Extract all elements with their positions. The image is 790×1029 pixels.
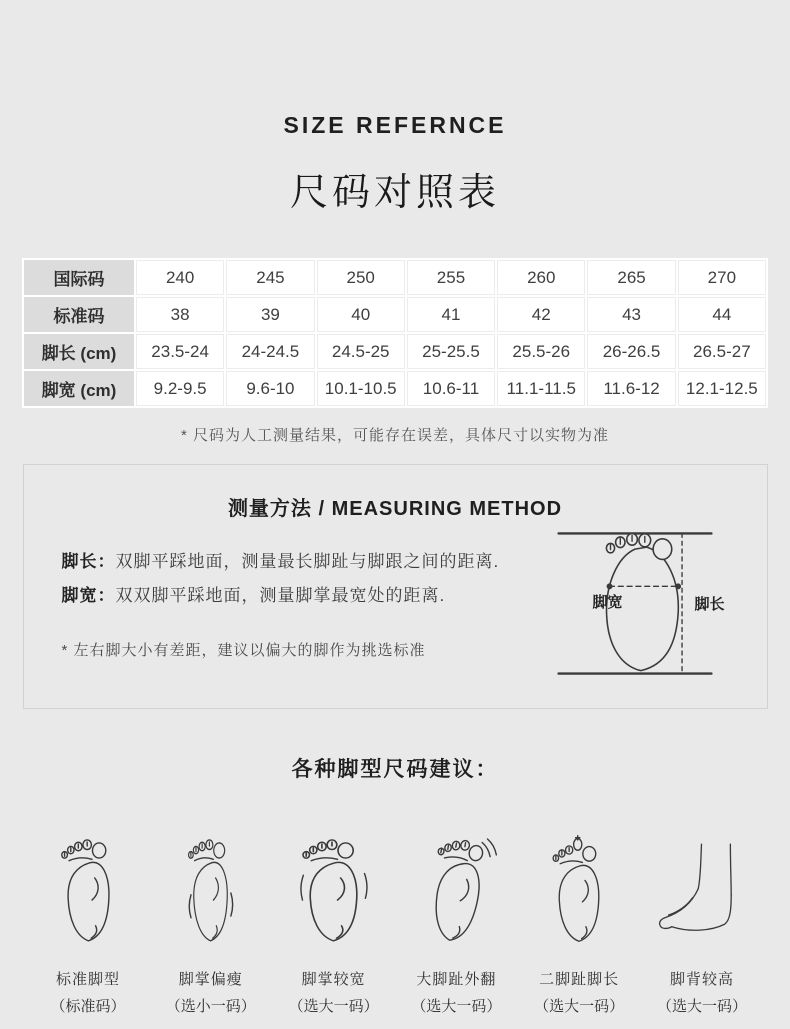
size-table-cell: 24.5-25 — [317, 334, 405, 369]
measuring-instruction-label: 脚长： — [61, 552, 116, 571]
size-table-cell: 245 — [226, 260, 314, 295]
foot-type-item — [398, 829, 514, 1016]
size-table-cell: 42 — [497, 297, 585, 332]
foot-narrow-icon — [153, 829, 269, 955]
foot-type-name: 脚掌较宽 — [301, 971, 366, 988]
measuring-instruction-text: 双脚平踩地面，测量最长脚趾与脚跟之间的距离. — [115, 552, 500, 571]
foot-measure-diagram — [537, 525, 733, 683]
size-table-row — [24, 260, 766, 295]
size-table-cell: 44 — [678, 297, 766, 332]
size-table-cell: 41 — [407, 297, 495, 332]
diagram-length-label: 脚长 — [694, 596, 725, 613]
foot-type-item — [30, 829, 146, 1016]
size-table-cell: 240 — [136, 260, 224, 295]
size-table-cell: 265 — [587, 260, 675, 295]
size-table-cell: 38 — [136, 297, 224, 332]
measuring-instruction-label: 脚宽： — [61, 586, 116, 605]
size-table-cell: 26-26.5 — [587, 334, 675, 369]
foot-type-advice: （选大一码） — [411, 998, 502, 1015]
size-table-cell: 11.6-12 — [587, 371, 675, 406]
size-table-cell: 26.5-27 — [678, 334, 766, 369]
size-table-cell: 25-25.5 — [407, 334, 495, 369]
foot-types-title: 各种脚型尺码建议： — [291, 758, 499, 781]
size-table-row — [24, 297, 766, 332]
size-table-cell: 24-24.5 — [226, 334, 314, 369]
size-table-row-label: 脚长 (cm) — [24, 334, 134, 369]
size-table-row-label: 标准码 — [24, 297, 134, 332]
page-title-en: SIZE REFERNCE — [283, 112, 507, 138]
page-title-zh: 尺码对照表 — [289, 172, 500, 214]
foot-wide-icon — [276, 829, 392, 955]
foot-high-instep-icon — [644, 829, 760, 955]
foot-type-item — [276, 829, 392, 1016]
size-table-row — [24, 334, 766, 369]
size-table-cell: 11.1-11.5 — [497, 371, 585, 406]
size-table-cell: 40 — [317, 297, 405, 332]
size-table-note: * 尺码为人工测量结果，可能存在误差，具体尺寸以实物为准 — [180, 427, 609, 444]
measuring-method-box — [23, 464, 768, 709]
foot-types-row — [0, 829, 790, 1016]
size-table-cell: 10.6-11 — [407, 371, 495, 406]
measuring-method-title: 测量方法 / MEASURING METHOD — [227, 498, 563, 520]
foot-type-advice: （选大一码） — [534, 998, 625, 1015]
size-table-cell: 12.1-12.5 — [678, 371, 766, 406]
foot-type-advice: （选大一码） — [656, 998, 747, 1015]
size-table-cell: 10.1-10.5 — [317, 371, 405, 406]
size-table-cell: 250 — [317, 260, 405, 295]
size-table-cell: 39 — [226, 297, 314, 332]
size-table-row — [24, 371, 766, 406]
foot-type-name: 脚背较高 — [669, 971, 734, 988]
foot-type-item — [644, 829, 760, 1016]
foot-second-toe-long-icon — [521, 829, 637, 955]
foot-type-item — [521, 829, 637, 1016]
size-table-cell: 43 — [587, 297, 675, 332]
foot-type-name: 二脚趾脚长 — [539, 971, 620, 988]
size-table-cell: 255 — [407, 260, 495, 295]
size-table-row-label: 国际码 — [24, 260, 134, 295]
foot-type-item — [153, 829, 269, 1016]
size-table-cell: 23.5-24 — [136, 334, 224, 369]
size-table-cell: 9.2-9.5 — [136, 371, 224, 406]
diagram-width-label: 脚宽 — [592, 594, 623, 611]
foot-type-name: 脚掌偏瘦 — [178, 971, 243, 988]
foot-bigtoe-valgus-icon — [398, 829, 514, 955]
foot-type-name: 标准脚型 — [55, 971, 120, 988]
foot-standard-icon — [30, 829, 146, 955]
size-table-row-label: 脚宽 (cm) — [24, 371, 134, 406]
foot-type-name: 大脚趾外翻 — [416, 971, 497, 988]
size-table-cell: 9.6-10 — [226, 371, 314, 406]
measuring-instruction-text: 双双脚平踩地面，测量脚掌最宽处的距离. — [115, 586, 446, 605]
foot-type-advice: （选大一码） — [288, 998, 379, 1015]
measuring-note: * 左右脚大小有差距，建议以偏大的脚作为挑选标准 — [61, 642, 426, 659]
size-table — [22, 258, 768, 408]
size-table-cell: 260 — [497, 260, 585, 295]
size-table-cell: 270 — [678, 260, 766, 295]
foot-type-advice: （选小一码） — [165, 998, 256, 1015]
size-table-cell: 25.5-26 — [497, 334, 585, 369]
foot-type-advice: （标准码） — [50, 998, 126, 1015]
